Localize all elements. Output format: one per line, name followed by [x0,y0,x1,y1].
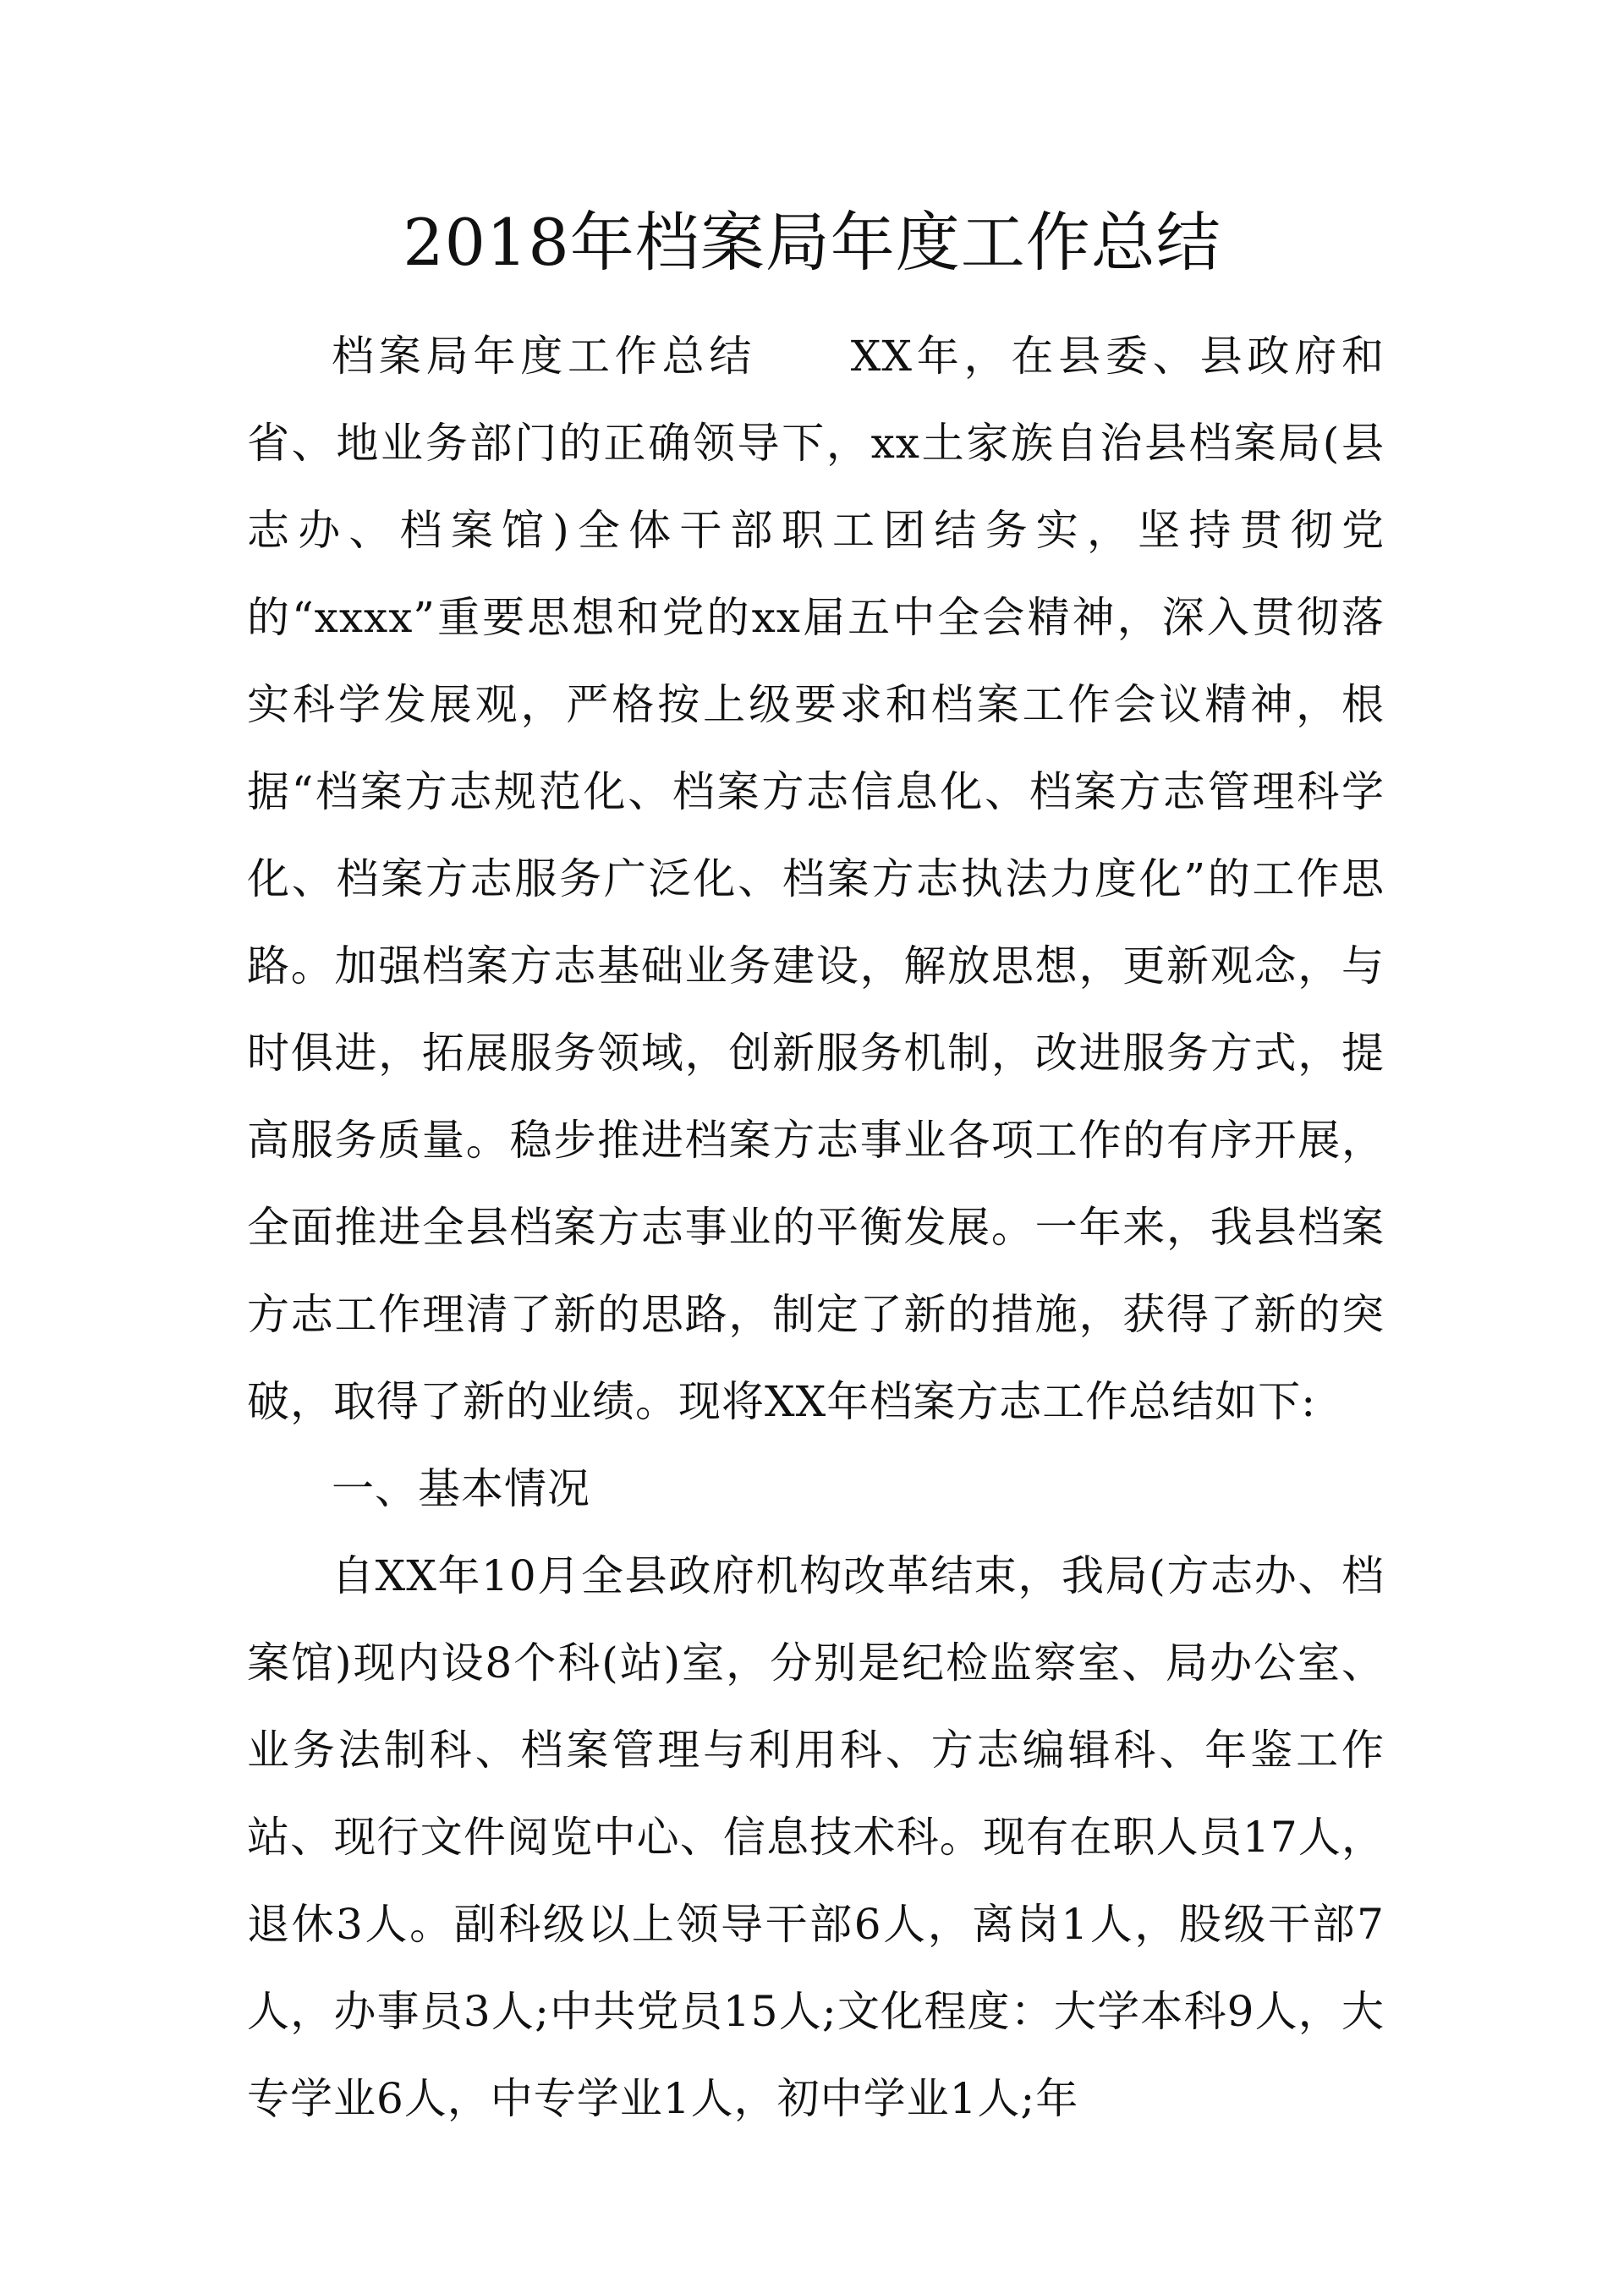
document-title: 2018年档案局年度工作总结 [403,205,1221,280]
document-body [247,313,1385,2143]
section-heading-basic-situation: 一、基本情况 [332,1464,590,1513]
paragraph-intro: 档案局年度工作总结 XX年，在县委、县政府和省、地业务部门的正确领导下，xx土家族自治县档案局(县志办、档案馆)全体干部职工团结务实，坚持贯彻党的“xxxx”重要思想和党的xx届五中全会精神，深入贯彻落实科学发展观，严格按上级要求和档案工作会议精神，根据“档案方志规范化、档案方志信息化、档案方志管理科学化、档案方志服务广泛化、档案方志执法力度化”的工作思路。加强档案方志基础业务建设，解放思想，更新观念，与时俱进，拓展服务领域，创新服务机制，改进服务方式，提高服务质量。稳步推进档案方志事业各项工作的有序开展，全面推进全县档案方志事业的平衡发展。一年来，我县档案方志工作理清了新的思路，制定了新的措施，获得了新的突破，取得了新的业绩。现将XX年档案方志工作总结如下: [247,332,1385,1426]
paragraph-basic-situation: 自XX年10月全县政府机构改革结束，我局(方志办、档案馆)现内设8个科(站)室，分别是纪检监察室、局办公室、业务法制科、档案管理与利用科、方志编辑科、年鉴工作站、现行文件阅览中心、信息技术科。现有在职人员17人，退休3人。副科级以上领导干部6人，离岗1人，股级干部7人，办事员3人;中共党员15人;文化程度：大学本科9人，大专学业6人，中专学业1人，初中学业1人;年 [247,1551,1385,2123]
